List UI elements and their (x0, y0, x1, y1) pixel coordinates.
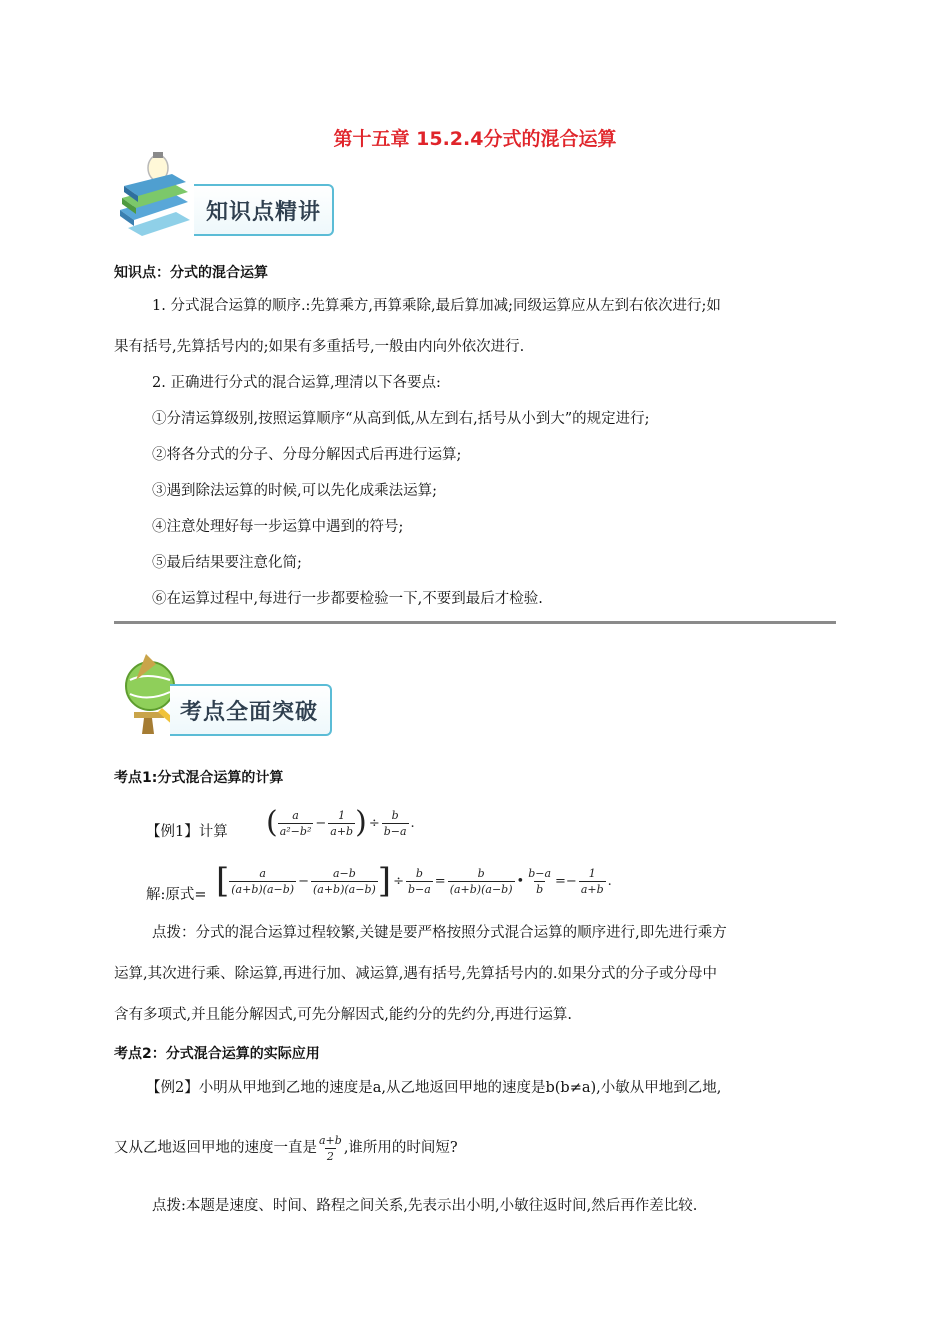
knowledge-line-2: 果有括号,先算括号内的;如果有多重括号,一般由内向外依次进行. (114, 339, 525, 355)
point-item: ⑥在运算过程中,每进行一步都要检验一下,不要到最后才检验. (152, 591, 543, 607)
fraction: $\frac{a}{(a+b)(a-b)}$ (231, 866, 295, 896)
section-divider (114, 621, 836, 624)
solution-expression: [ $\frac{a}{(a+b)(a-b)}$ − $\frac{a-b}{(a+b)(a-b)}$ ] ÷ $\frac{b}{b-a}$ = $\frac{b}{(a+b)(a-b)}$ • $\frac{b-a}{b}$ =− $\frac{1}{a+b}$ . (216, 861, 612, 901)
ex2-line-1: 【例2】小明从甲地到乙地的速度是a,从乙地返回甲地的速度是b(b≠a),小敏从甲地到乙地, (146, 1080, 722, 1096)
ex2-line-2 (114, 1128, 458, 1168)
point-item: ⑤最后结果要注意化简; (152, 555, 302, 571)
tip2-text: 点拨:本题是速度、时间、路程之间关系,先表示出小明,小敏往返时间,然后再作差比较. (152, 1198, 698, 1214)
knowledge-line-1: 1. 分式混合运算的顺序.:先算乘方,再算乘除,最后算加减;同级运算应从左到右依次进行;如 (152, 298, 721, 314)
point-item: ②将各分式的分子、分母分解因式后再进行运算; (152, 447, 462, 463)
tip1-line-3: 含有多项式,并且能分解因式,可先分解因式,能约分的先约分,再进行运算. (114, 1007, 573, 1023)
left-paren: ( (266, 805, 278, 840)
kp2-heading: 考点2：分式混合运算的实际应用 (114, 1046, 320, 1062)
fraction: $\frac{a-b}{(a+b)(a-b)}$ (312, 866, 376, 896)
testpoint-banner (116, 650, 336, 740)
solution-label: 解:原式= (146, 887, 207, 903)
knowledge-heading: 知识点：分式的混合运算 (114, 265, 268, 281)
kp1-heading: 考点1:分式混合运算的计算 (114, 770, 284, 786)
tip1-line-2: 运算,其次进行乘、除运算,再进行加、减运算,遇有括号,先算括号内的.如果分式的分子或分母中 (114, 966, 718, 982)
fraction: $\frac{a}{\text{a²−b²}}$ (279, 808, 312, 838)
page-title: 第十五章 15.2.4分式的混合运算 (333, 128, 617, 150)
fraction: $\frac{1}{a+b}$ (330, 808, 354, 838)
fraction: $\frac{1}{a+b}$ (580, 866, 604, 896)
fraction: $\frac{b-a}{b}$ (528, 866, 552, 896)
fraction: $\frac{b}{b-a}$ (383, 808, 407, 838)
fraction: $\frac{b}{(a+b)(a-b)}$ (449, 866, 513, 896)
ex1-expression: ( $\frac{a}{\text{a²−b²}}$ − $\frac{1}{a+b}$ ) ÷ $\frac{b}{b-a}$ . (266, 805, 415, 840)
average-speed-fraction: $\frac{a+b}{2}$ (319, 1133, 342, 1163)
knowledge-line-3: 2. 正确进行分式的混合运算,理清以下各要点: (152, 375, 441, 391)
knowledge-banner (116, 150, 336, 240)
testpoint-banner-label: 考点全面突破 (180, 700, 319, 725)
point-item: ①分清运算级别,按照运算顺序“从高到低,从左到右,括号从小到大”的规定进行; (152, 411, 650, 427)
knowledge-banner-box (194, 184, 334, 236)
ex2-line-2-text: 又从乙地返回甲地的速度一直是 (114, 1140, 317, 1156)
ex2-line-2-end: ,谁所用的时间短? (343, 1140, 458, 1156)
point-item: ④注意处理好每一步运算中遇到的符号; (152, 519, 404, 535)
testpoint-banner-box (170, 684, 332, 736)
point-item: ③遇到除法运算的时候,可以先化成乘法运算; (152, 483, 437, 499)
books-bulb-icon (116, 150, 206, 240)
right-bracket: ] (377, 861, 392, 901)
fraction: $\frac{b}{b-a}$ (407, 866, 431, 896)
right-paren: ) (355, 805, 367, 840)
left-bracket: [ (216, 861, 230, 901)
ex1-label: 【例1】计算 (146, 824, 228, 840)
knowledge-banner-label: 知识点精讲 (206, 200, 322, 225)
tip1-line-1: 点拨：分式的混合运算过程较繁,关键是要严格按照分式混合运算的顺序进行,即先进行乘方 (152, 925, 727, 941)
